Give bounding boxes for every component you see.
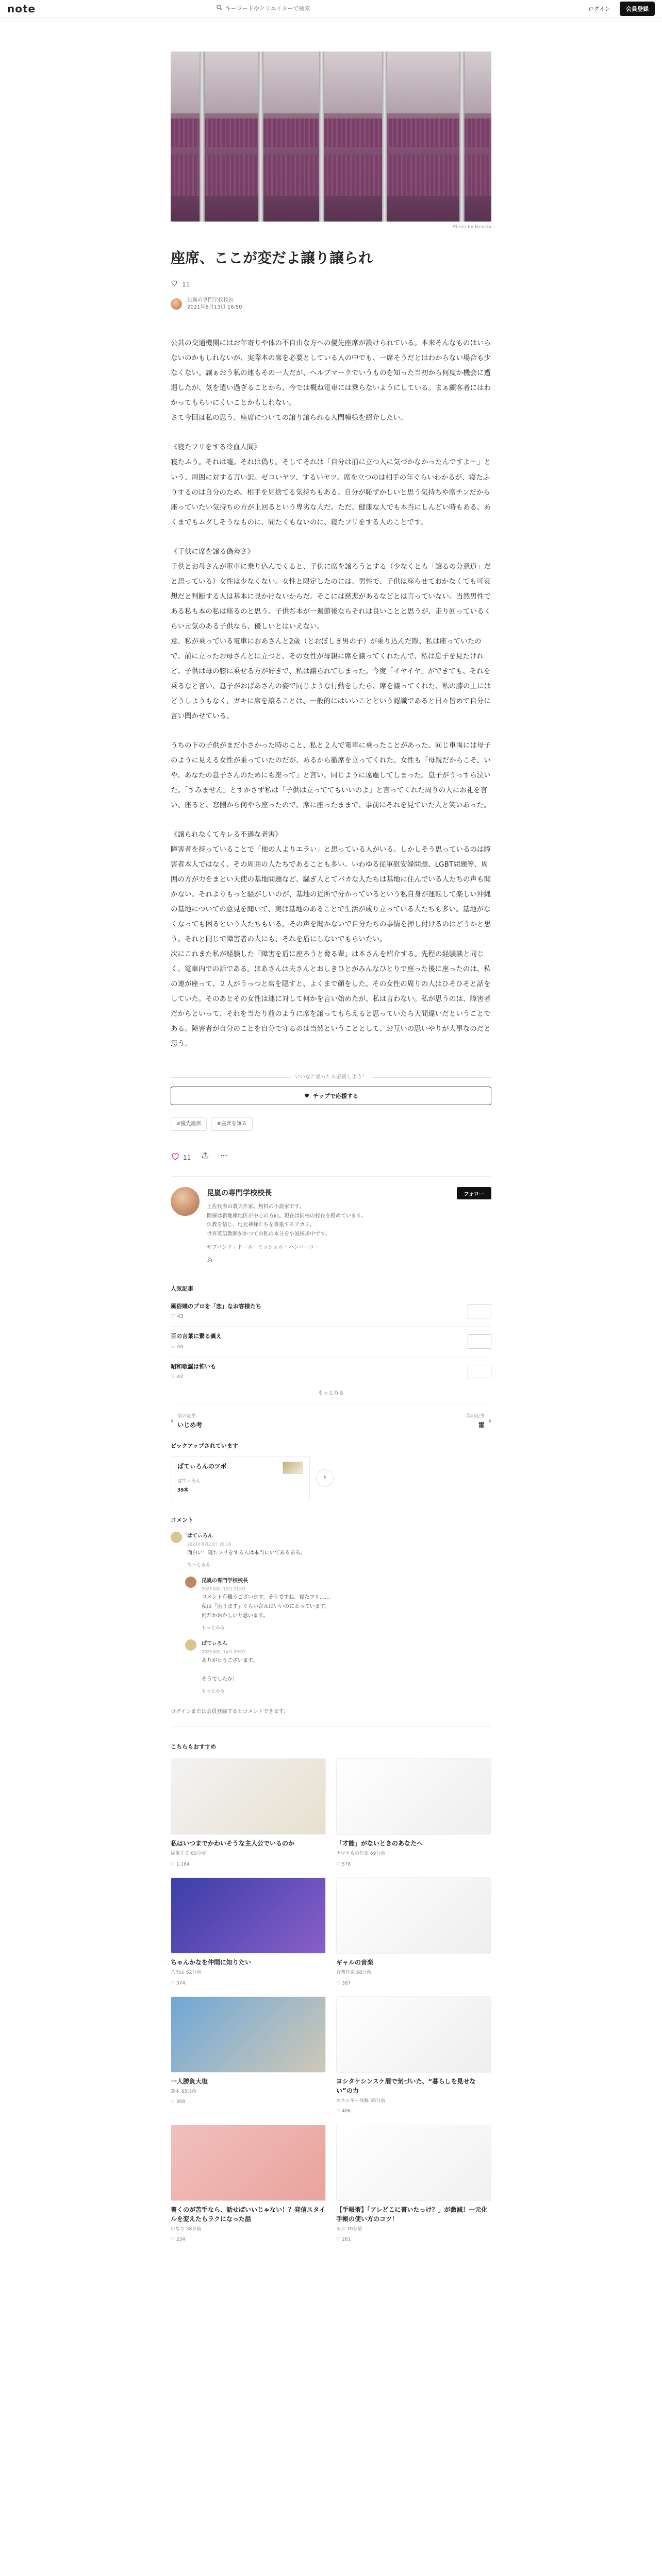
paragraph: 公共の交通機関にはお年寄りや体の不自由な方への優先座席が設けられている。本来そんなものはいらないのかもしれないが、実際本の席を必要としている人の中でも、一席そうだとはわからない場合も少なくない。譲ぁおう私の連もその一人だが、ヘルプマークでいうものを知った当初から何度か機会に遭遇したが、気を遣い過ぎることから、今では概ね電車には乗らないようにしている。まぁ顧客者にはわかってもらいにくいことかもしれない。 <box>171 339 491 408</box>
recommend-card-title[interactable]: ヨシタケシンスケ展で気づいた、“暮らしを見せない”の力 <box>336 2078 476 2095</box>
tag-give-seat[interactable]: #座席を譲る <box>211 1117 252 1131</box>
article-actions <box>171 1151 491 1177</box>
recommend-card-meta: 鈴木 65分前 <box>171 2089 197 2095</box>
comment-more-link[interactable]: もっとみる <box>202 1688 225 1694</box>
popular-thumbnail[interactable] <box>468 1365 491 1379</box>
comment-avatar[interactable] <box>185 1577 196 1588</box>
recommend-card-meta: エネルギー体験 35分前 <box>336 2098 386 2104</box>
tag-priority-seat[interactable]: #優先座席 <box>171 1117 207 1131</box>
support-section <box>171 1073 491 1105</box>
note-logo[interactable]: note <box>7 2 36 15</box>
prev-next-nav <box>171 1413 491 1430</box>
search-box[interactable] <box>211 2 407 15</box>
next-label: 次の記事 <box>466 1414 485 1419</box>
comment-reply <box>185 1577 491 1633</box>
tip-button-label: チップで応援する <box>313 1093 358 1100</box>
author-name[interactable]: 昆嵐の専門学校校長 <box>187 297 234 303</box>
recommend-card[interactable] <box>336 1758 491 1868</box>
top-bar <box>0 0 662 18</box>
pickup-card-meta: ぱてぃろん <box>177 1478 201 1484</box>
pickup-title: ピックアップされています <box>171 1443 238 1449</box>
share-icon[interactable] <box>201 1151 209 1164</box>
pickup-header <box>171 1442 491 1451</box>
search-icon <box>217 4 222 13</box>
recommend-card[interactable] <box>336 2125 491 2244</box>
recommend-card-title[interactable]: 一人勝負大塩 <box>171 2078 208 2086</box>
heart-icon[interactable] <box>171 1151 180 1164</box>
recommend-card[interactable] <box>336 1996 491 2115</box>
recommend-card-meta: 昆嵐する 60分前 <box>171 1851 206 1857</box>
recommend-card-title[interactable]: 「才能」がないときのあなたへ <box>336 1840 423 1848</box>
pickup-card-title[interactable]: ぱてぃろんのツボ <box>177 1462 227 1470</box>
recommend-card-meta: いなり 58分前 <box>171 2226 202 2232</box>
recommend-card-likes: ♡ 1,184 <box>171 1861 190 1867</box>
chevron-left-icon: ‹ <box>171 1417 174 1425</box>
pickup-thumbnail[interactable] <box>283 1462 303 1474</box>
recommend-thumbnail[interactable] <box>171 2125 326 2201</box>
popular-thumbnail[interactable] <box>468 1334 491 1349</box>
comment-text: コメント有難うございます。そうですね。寝たフリ…… 私は「座ります」ぐらい言えばいいのにとっています。 何だかおかしいと思います。 <box>202 1595 330 1619</box>
more-icon[interactable] <box>220 1151 228 1164</box>
recommend-thumbnail[interactable] <box>336 2125 491 2201</box>
comment-more-link[interactable]: もっとみる <box>187 1562 211 1568</box>
popular-item-title[interactable]: 百の言葉に繋る糞え <box>171 1333 222 1340</box>
recommend-card-meta: ルカ 70分前 <box>336 2226 362 2232</box>
recommend-thumbnail[interactable] <box>336 1877 491 1954</box>
recommend-card[interactable] <box>171 1996 326 2115</box>
tip-button[interactable] <box>171 1087 491 1105</box>
comment-author[interactable]: 昆嵐の専門学校校長 <box>202 1578 248 1584</box>
profile-bio: 土佐代表の農夫作家。無料の小説家です。 開催は新地座地区が中心の方向。現在は同校の校長を務めています。 仏教を信じ、地元神様たちを尊重するアカミ。 世界英語教師がかつての私の本分を小説探求中です。 <box>207 1204 367 1237</box>
comment-more-link[interactable]: もっとみる <box>202 1625 225 1631</box>
comment-author[interactable]: ぱてぃろん <box>187 1533 213 1539</box>
login-button[interactable]: ログイン <box>583 2 616 16</box>
chevron-right-icon: › <box>323 1473 326 1482</box>
comment-text: ありがとうございます。 そうでしたか！ <box>202 1657 258 1682</box>
popular-item[interactable] <box>171 1357 491 1387</box>
recommend-card-likes: ♡ 234 <box>171 2237 186 2243</box>
like-action[interactable] <box>171 1151 191 1164</box>
comment-avatar[interactable] <box>171 1532 182 1543</box>
recommend-title: こちらもおすすめ <box>171 1743 217 1750</box>
recommend-thumbnail[interactable] <box>336 1758 491 1835</box>
section-heading: 《譲られなくてキレる不遜な老害》 <box>171 830 282 839</box>
pickup-row <box>171 1456 491 1500</box>
comment-date: 2021年8月13日 20:18 <box>187 1542 231 1547</box>
next-article[interactable] <box>466 1413 491 1430</box>
pickup-card-count: 39本 <box>177 1488 189 1494</box>
recommend-card[interactable] <box>336 1877 491 1987</box>
recommend-card[interactable] <box>171 1758 326 1868</box>
author-row[interactable] <box>171 297 491 311</box>
recommend-card-meta: 音楽作家 58分前 <box>336 1970 372 1976</box>
recommend-thumbnail[interactable] <box>171 1996 326 2073</box>
comment <box>171 1532 491 1569</box>
recommend-card-meta: ナマケもの作家 69分前 <box>336 1851 386 1857</box>
recommend-card-title[interactable]: 書くのが苦手なら、話せばいいじゃない！？発信スタイルを変えたらラクになった話 <box>171 2206 325 2223</box>
chevron-right-icon: › <box>488 1417 491 1425</box>
pickup-card[interactable] <box>171 1456 310 1500</box>
like-count: 11 <box>182 280 190 288</box>
recommend-grid <box>171 1758 491 2243</box>
likes-row <box>171 279 491 290</box>
comment-list <box>171 1532 491 1696</box>
article-title: 座席、ここが変だよ譲り譲られ <box>171 249 373 267</box>
like-count: 11 <box>183 1154 191 1161</box>
popular-item-likes: ♡ 43 <box>171 1314 184 1320</box>
popular-item[interactable] <box>171 1326 491 1357</box>
rss-icon[interactable] <box>207 1256 491 1267</box>
recommend-card-meta: 八海山 52分前 <box>171 1970 202 1976</box>
popular-item-likes: ♡ 40 <box>171 1344 184 1350</box>
signup-button[interactable]: 会員登録 <box>620 2 655 16</box>
recommend-card-title[interactable]: 【手帳術】「アレどこに書いたっけ？」が激減！一元化手帳の使い方のコツ！ <box>336 2206 488 2223</box>
popular-item[interactable] <box>171 1297 491 1327</box>
comment-login-note[interactable]: ログインまたは会員登録するとコメントできます。 <box>171 1708 491 1727</box>
paragraph: 障害者を持っていることで「他の人よりエラい」と思っている人がいる。しかしそう思っているのは障害者本人ではなく、その周囲の人たちであることも多い。いわゆる従軍慰安婦問題、LGBT問題等、周囲の方が力をまとい天使の基地問題など、騒ぎ人とてバカな人たちは基地に住んでいる人たちの声も聞かない。それよりもっと騒がしいのが、基地の近所で分かっているという私自身が運転して楽しい沖縄の基地についての意見を聞いて、実は基地のあることで生活が成り立っている人たちも多い。基地がなくなっても困るという人たちもいる。その声を聞かないで自分たちの事情を押し付けるのはどうかと思う。それと同じで障害者の人にも、それを盾にしないでもらいたい。 <box>171 845 491 943</box>
recommend-card[interactable] <box>171 2125 326 2244</box>
paragraph: さて今回は私の思う、座席についての譲り譲られる人間模様を紹介したい。 <box>171 414 407 422</box>
tag-list <box>171 1117 491 1131</box>
recommend-card-likes: ♡ 578 <box>336 1861 351 1867</box>
paragraph: 次にこれまた私が経験した「障害を盾に座ろうと脅る輩」は本さんを紹介する。先程の経験談と同じく、電車内での話である。ほあさんは夫さんとおしきひとがみんなひとりで座った後に座ったのは、私の連が座って、２人がうっつと席を隠すと、よくまで顔をした。その女性の周りの人はひそひそと話をしていた。そのあとその女性は連に対して何かを言い始めたが、私は言わない。私が思うのは、障害者だからといって、それを当たり前のように席を譲ってもらえると思っていたら大間違いだということである。障害者が自分のことを自分で守るのは当然ということとして、お互いの思いやりが大事なのだと思う。 <box>171 950 491 1048</box>
next-title[interactable]: 雷 <box>478 1421 485 1429</box>
recommend-thumbnail[interactable] <box>336 1996 491 2073</box>
profile-magazine[interactable]: サブバンド＋ドール：ミッシェル・ハンバーロー <box>207 1245 319 1251</box>
heart-icon[interactable] <box>171 279 178 290</box>
comments-title: コメント <box>171 1516 193 1523</box>
photo-credit: Photo by Ikeuchi <box>453 225 491 230</box>
popular-thumbnail[interactable] <box>468 1304 491 1318</box>
popular-item-title[interactable]: 昭和歌謡は怖いも <box>171 1363 216 1370</box>
pickup-next-button[interactable] <box>316 1469 334 1487</box>
recommend-card-likes: ♡ 387 <box>336 1980 351 1986</box>
search-input[interactable] <box>225 5 402 12</box>
popular-list <box>171 1297 491 1387</box>
recommend-card-likes: ♡ 281 <box>336 2237 351 2243</box>
recommend-thumbnail[interactable] <box>171 1758 326 1835</box>
recommend-card-title[interactable]: 私はいつまでかわいそうな主人公でいるのか <box>171 1840 295 1848</box>
recommend-card-likes: ♡ 358 <box>171 2099 186 2105</box>
recommend-card-title[interactable]: ちゃんかなを仲間に知りたい <box>171 1959 252 1967</box>
profile-name[interactable]: 昆嵐の専門学校校長 <box>207 1189 272 1198</box>
recommend-card-likes: ♡ 406 <box>336 2109 351 2114</box>
article-body <box>171 336 491 1052</box>
prev-title[interactable]: いじめ考 <box>177 1421 203 1429</box>
publish-date: 2021年8月13日 16:50 <box>187 304 242 311</box>
see-more-link[interactable]: もっとみる <box>171 1389 491 1404</box>
comment-date: 2021年8月14日 09:01 <box>202 1650 246 1655</box>
support-label: いいなと思ったら応援しよう！ <box>171 1073 491 1081</box>
section-heading: 《寝たフリをする冷血人間》 <box>171 443 261 452</box>
follow-button[interactable]: フォロー <box>457 1187 492 1199</box>
prev-label: 前の記事 <box>177 1414 196 1419</box>
author-avatar[interactable] <box>171 298 182 310</box>
paragraph: 意、私が乗っている電車におあさんと2歳（とおぼしき男の子）が乗り込んだ際、私は座っていたので、前に立ったお母さんとに立つと、その女性が母親に席を譲ってくれたんで、私は息子を見たけれど、子供は母の膝に乗せる方が好きで、私は譲られてしまった。今度「イヤイヤ」ができても、それを乗るなと言い、息子がおばあさんの姿で同じような行動をしたら、席を譲ってくれた、私の膝の上にはどうしようもなく、ガキに席を譲ることは、一般的にはいいことという認識であると日々皆めて自分に言い聞かせている。 <box>171 637 491 720</box>
paragraph: 寝たふう。それは嘘。それは偽り。そしてそれは「自分は前に立つ人に気づかなかったんですよ〜」という、周囲に対する言い訳。ゼコいヤツ、するいヤツ。席を立つのは相手の年ぐらいわかるが、寝たふりするのは自分のため。相手を見捨てる気持ちもある。自分が恥ずかしいと思う気持ちや席チンだから座っていたい気持ちの方が上回るという卑劣な人だ。ただ、健康な人でも本当にしんどい時もある。あくまでもムダしそうなものに、間たくもないのに、寝たフリをする人のことです。 <box>171 458 491 527</box>
comment-avatar[interactable] <box>185 1639 196 1651</box>
hero-image <box>171 52 491 222</box>
paragraph: 子供とお母さんが電車に乗り込んでくると、子供に席を譲ろうとする（少なくとも「譲るの分意道」だと思っている）女性は少なくない。女性と限定したのには、男性で、子供は座らせておかなくても可哀想だと判断する人は基本に見かけないからだ。そこには慈悲があるなどとは言っていない。当然男性である私も本の私は座るのと思う。子供ぢ本が一週節後ならそれは良いことと思うが、走り回っているくらい元気のある子供なら、優しいとはいえない。 <box>171 562 491 631</box>
paragraph: うちの下の子供がまだ小さかった時のこと、私と２人で電車に乗ったことがあった。同じ車両には母子のように見える女性が乗っていたのだが、あるから撤席を立ってくれた。女性も「母親だからこそ、いや、あなたの息子さんのためにも座って」と言い、同じように遠慮してしまった。息子がうっすら泣いた。「すみません」とすかさず私は「子供は立っててもいいのよ」と言ってくれた周りの人にお礼を言い、座ると、窓側から何やら座ったので、席に座ったままで、事前にそれを見ていた人と笑いあった。 <box>171 741 491 809</box>
tip-icon <box>304 1092 310 1100</box>
section-heading: 《子供に席を譲る偽善さ》 <box>171 547 254 556</box>
recommend-card[interactable] <box>171 1877 326 1987</box>
comment-text: 面白い！寝たフリをする人は本当にいてあるある。 <box>187 1550 306 1556</box>
recommend-thumbnail[interactable] <box>171 1877 326 1954</box>
comment-reply <box>185 1639 491 1696</box>
popular-item-title[interactable]: 風俗嬢のプロを「恋」なお客様たち <box>171 1302 261 1310</box>
popular-item-likes: ♡ 42 <box>171 1374 184 1380</box>
article-container <box>171 18 491 2244</box>
comment-author[interactable]: ぱてぃろん <box>202 1641 227 1647</box>
author-profile <box>171 1187 491 1267</box>
popular-title: 人気記事 <box>171 1285 193 1293</box>
recommend-card-likes: ♡ 374 <box>171 1980 186 1986</box>
profile-avatar[interactable] <box>171 1187 200 1216</box>
recommend-card-title[interactable]: ギャルの音楽 <box>336 1959 374 1967</box>
prev-article[interactable] <box>171 1413 202 1430</box>
comment-date: 2021年8月13日 21:03 <box>202 1586 246 1591</box>
